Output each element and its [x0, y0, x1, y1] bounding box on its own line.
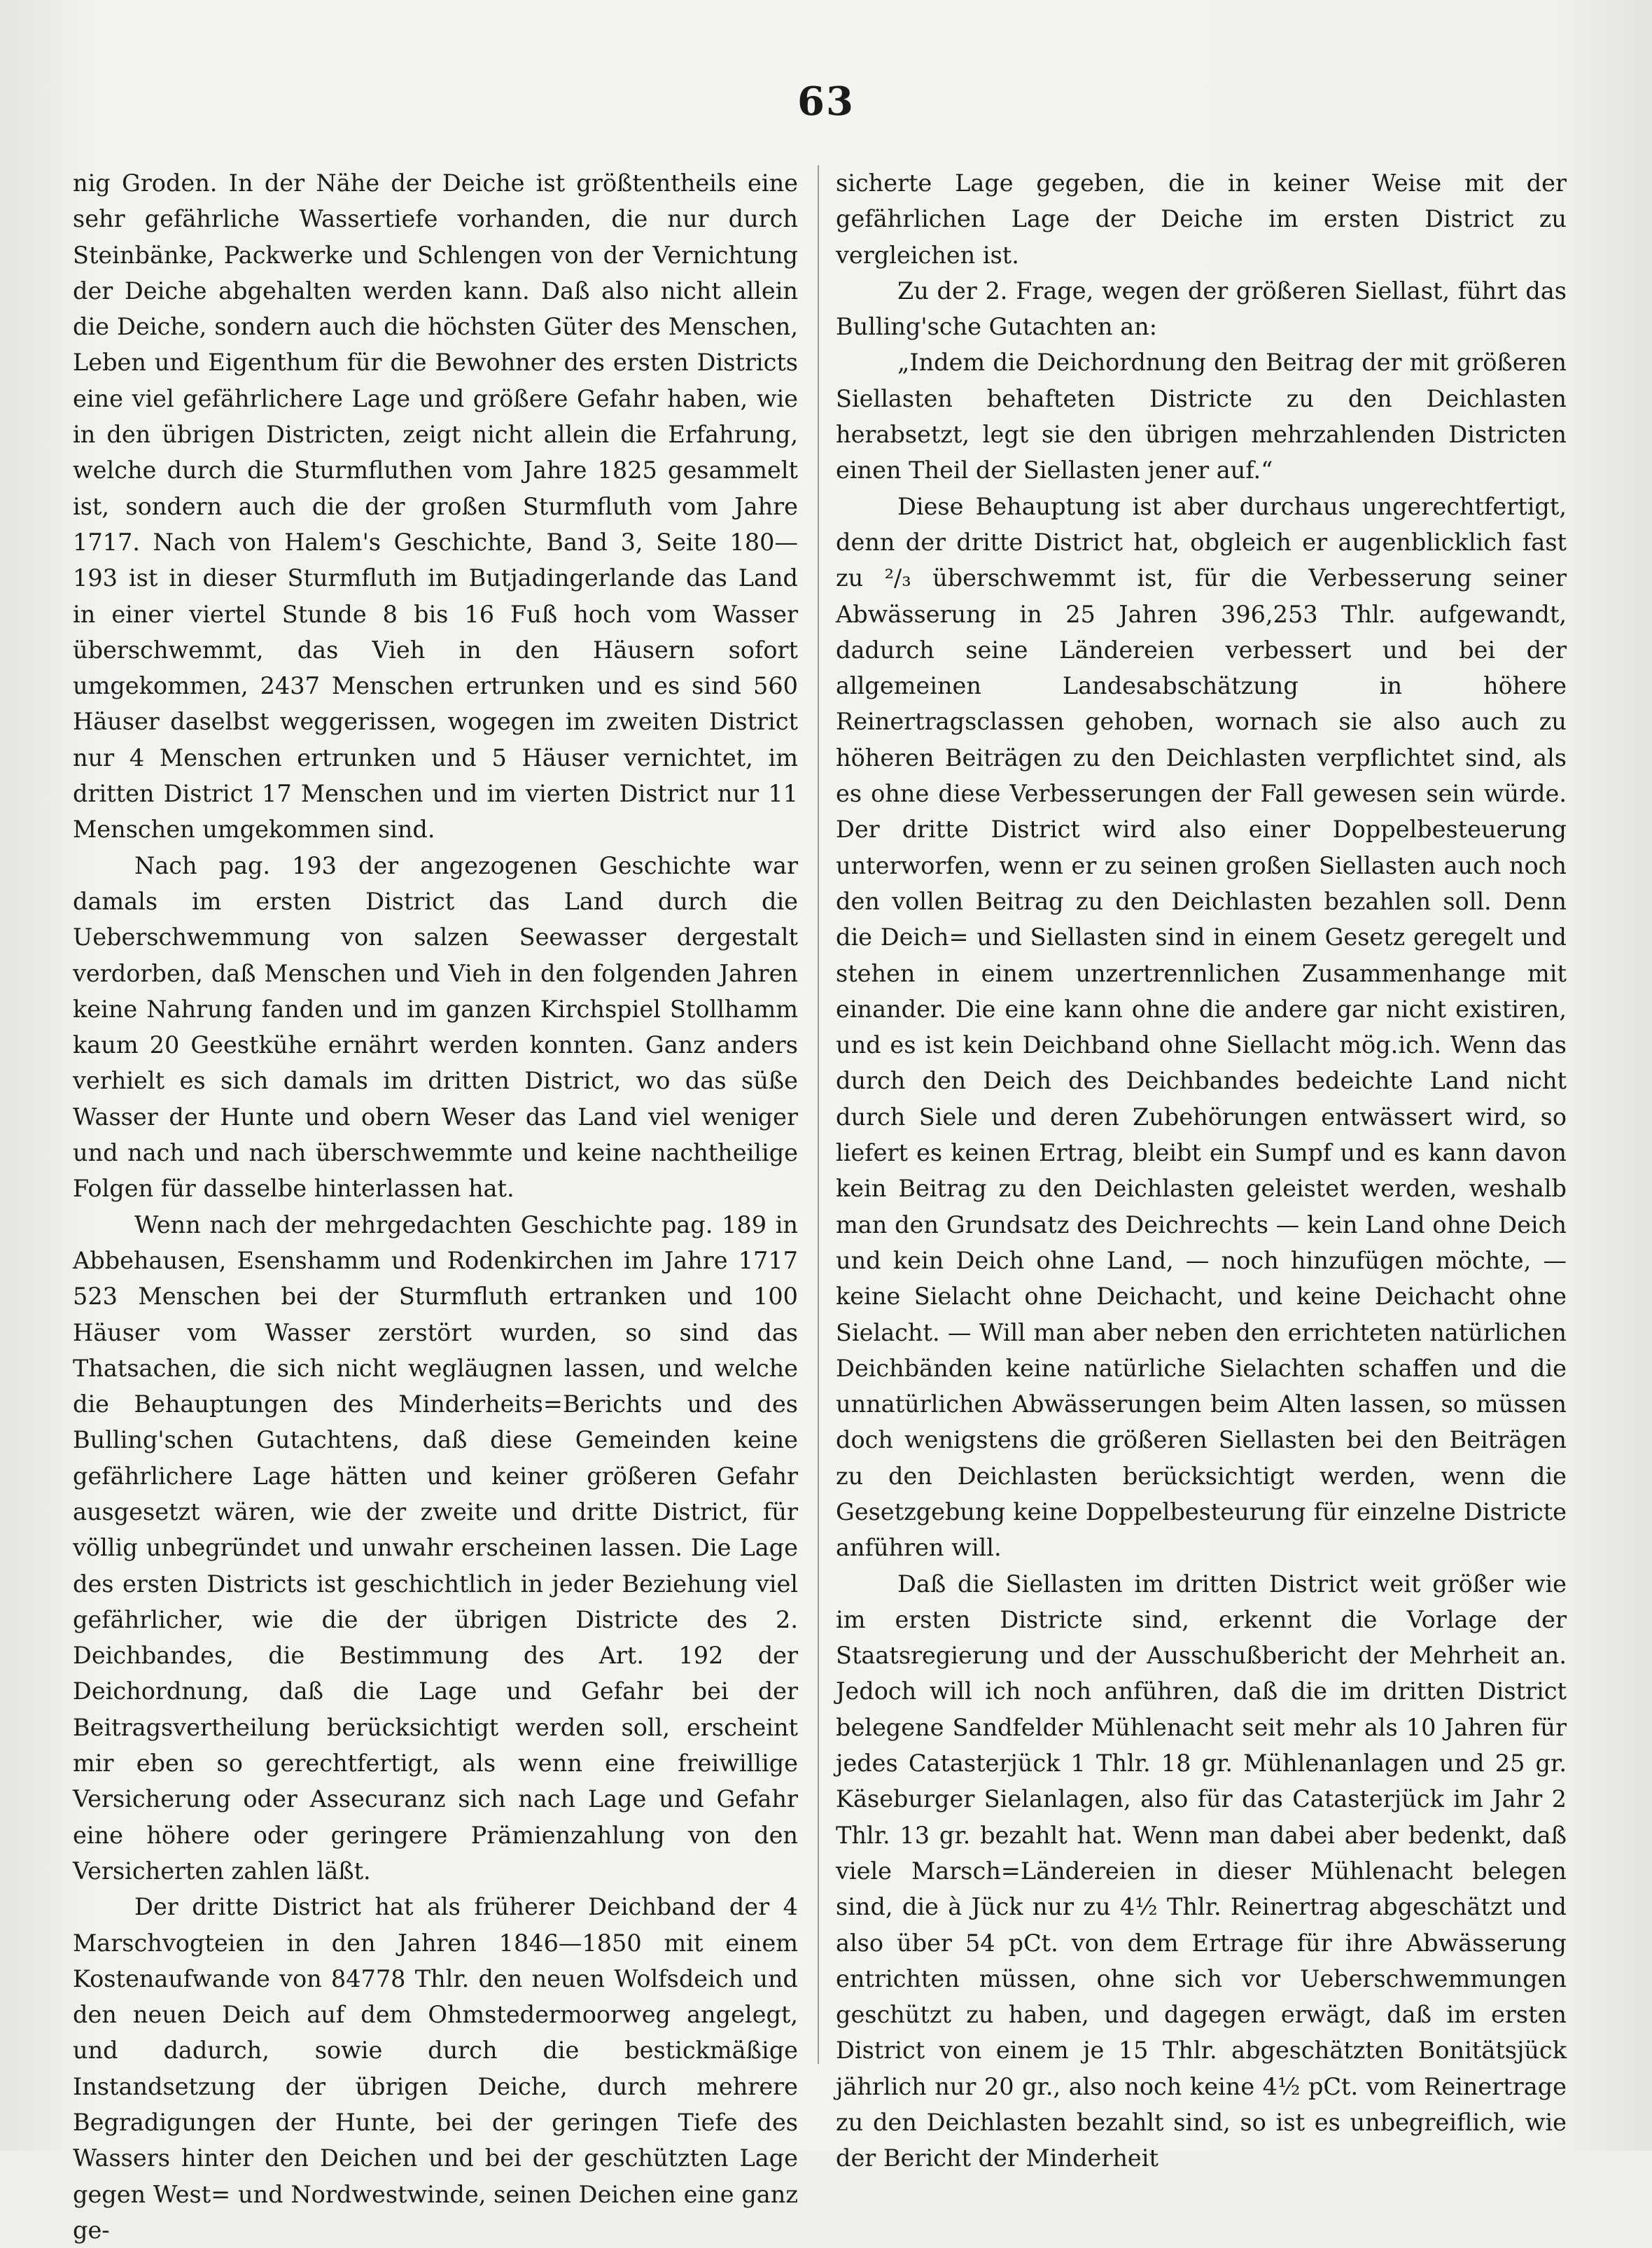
paragraph: nig Groden. In der Nähe der Deiche ist größtentheils eine sehr gefährliche Wassertiefe vorhanden, die nur durch Steinbänke, Packwerke und Schlengen von der Vernichtung der Deiche abgehalten werden kann. Daß also nicht allein die Deiche, sondern auch die höchsten Güter des Menschen, Leben und Eigenthum für die Bewohner des ersten Districts eine viel gefährlichere Lage und größere Gefahr haben, wie in den übrigen Districten, zeigt nicht allein die Erfahrung, welche durch die Sturmfluthen vom Jahre 1825 gesammelt ist, sondern auch die der großen Sturmfluth vom Jahre 1717. Nach von Halem's Geschichte, Band 3, Seite 180—193 ist in dieser Sturmfluth im Butjadingerlande das Land in einer viertel Stunde 8 bis 16 Fuß hoch vom Wasser überschwemmt, das Vieh in den Häusern sofort umgekommen, 2437 Menschen ertrunken und es sind 560 Häuser daselbst weggerissen, wogegen im zweiten District nur 4 Menschen ertrunken und 5 Häuser vernichtet, im dritten District 17 Menschen und im vierten District nur 11 Menschen umgekommen sind. [73, 169, 798, 844]
page-number: 63 [797, 78, 855, 125]
quotation: „Indem die Deichordnung den Beitrag der mit größeren Siellasten behafteten Districte zu den Deichlasten herabsetzt, legt sie den übrigen mehrzahlenden Districten einen Theil der Siellasten jener auf.“ [836, 349, 1567, 484]
paragraph: Diese Behauptung ist aber durchaus ungerechtfertigt, denn der dritte District hat, obgleich er augenblicklich fast zu ²/₃ überschwemmt ist, für die Verbesserung seiner Abwässerung in 25 Jahren 396,253 Thlr. aufgewandt, dadurch seine Ländereien verbessert und bei der allgemeinen Landesabschätzung in höhere Reinertragsclassen gehoben, wornach sie also auch zu höheren Beiträgen zu den Deichlasten verpflichtet sind, als es ohne diese Verbesserungen der Fall gewesen sein würde. Der dritte District wird also einer Doppelbesteuerung unterworfen, wenn er zu seinen großen Siellasten auch noch den vollen Beitrag zu den Deichlasten bezahlen soll. Denn die Deich= und Siellasten sind in einem Gesetz geregelt und stehen in einem unzertrennlichen Zusammenhange mit einander. Die eine kann ohne die andere gar nicht existiren, und es ist kein Deichband ohne Siellacht mög.ich. Wenn das durch den Deich des Deichbandes bedeichte Land nicht durch Siele und deren Zubehörungen entwässert wird, so liefert es keinen Ertrag, bleibt ein Sumpf und es kann davon kein Beitrag zu den Deichlasten geleistet werden, weshalb man den Grundsatz des Deichrechts — kein Land ohne Deich und kein Deich ohne Land, — noch hinzufügen möchte, — keine Sielacht ohne Deichacht, und keine Deichacht ohne Sielacht. — Will man aber neben den errichteten natürlichen Deichbänden keine natürliche Sielachten schaffen und die unnatürlichen Abwässerungen beim Alten lassen, so müssen doch wenigstens die größeren Siellasten bei den Beiträgen zu den Deichlasten berücksichtigt werden, wenn die Gesetzgebung keine Doppelbesteurung für einzelne Districte anführen will. [836, 492, 1567, 1562]
paragraph: Daß die Siellasten im dritten District weit größer wie im ersten Districte sind, erkennt die Vorlage der Staatsregierung und der Ausschußbericht der Mehrheit an. Jedoch will ich noch anführen, daß die im dritten District belegene Sandfelder Mühlenacht seit mehr als 10 Jahren für jedes Catasterjück 1 Thlr. 18 gr. Mühlenanlagen und 25 gr. Käseburger Sielanlagen, also für das Catasterjück im Jahr 2 Thlr. 13 gr. bezahlt hat. Wenn man dabei aber bedenkt, daß viele Marsch=Ländereien in dieser Mühlenacht belegen sind, die à Jück nur zu 4½ Thlr. Reinertrag abgeschätzt und also über 54 pCt. von dem Ertrage für ihre Abwässerung entrichten müssen, ohne sich vor Ueberschwemmungen geschützt zu haben, und dagegen erwägt, daß im ersten District von einem je 15 Thlr. abgeschätzten Bonitätsjück jährlich nur 20 gr., also noch keine 4½ pCt. vom Reinertrage zu den Deichlasten bezahlt sind, so ist es unbegreiflich, wie der Bericht der Minderheit [836, 1570, 1567, 2172]
paragraph: Nach pag. 193 der angezogenen Geschichte war damals im ersten District das Land durch die Ueberschwemmung von salzen Seewasser dergestalt verdorben, daß Menschen und Vieh in den folgenden Jahren keine Nahrung fanden und im ganzen Kirchspiel Stollhamm kaum 20 Geestkühe ernährt werden konnten. Ganz anders verhielt es sich damals im dritten District, wo das süße Wasser der Hunte und obern Weser das Land viel weniger und nach und nach überschwemmte und keine nachtheilige Folgen für dasselbe hinterlassen hat. [73, 851, 798, 1203]
paragraph: sicherte Lage gegeben, die in keiner Weise mit der gefährlichen Lage der Deiche im ersten District zu vergleichen ist. [836, 169, 1567, 269]
right-column [836, 165, 1567, 2177]
paragraph: Zu der 2. Frage, wegen der größeren Siellast, führt das Bulling'sche Gutachten an: [836, 277, 1567, 341]
column-divider [818, 165, 819, 2064]
paragraph: Der dritte District hat als früherer Deichband der 4 Marschvogteien in den Jahren 1846—1850 mit einem Kostenaufwande von 84778 Thlr. den neuen Wolfsdeich und den neuen Deich auf dem Ohmstedermoorweg angelegt, und dadurch, sowie durch die bestickmäßige Instandsetzung der übrigen Deiche, durch mehrere Begradigungen der Hunte, bei der geringen Tiefe des Wassers hinter den Deichen und bei der geschützten Lage gegen West= und Nordwestwinde, seinen Deichen eine ganz ge- [73, 1893, 798, 2244]
left-column [73, 165, 798, 2248]
paragraph: Wenn nach der mehrgedachten Geschichte pag. 189 in Abbehausen, Esenshamm und Rodenkirchen im Jahre 1717 523 Menschen bei der Sturmfluth ertranken und 100 Häuser vom Wasser zerstört wurden, so sind das Thatsachen, die sich nicht wegläugnen lassen, und welche die Behauptungen des Minderheits=Berichts und des Bulling'schen Gutachtens, daß diese Gemeinden keine gefährlichere Lage hätten und keiner größeren Gefahr ausgesetzt wären, wie der zweite und dritte District, für völlig unbegründet und unwahr erscheinen lassen. Die Lage des ersten Districts ist geschichtlich in jeder Beziehung viel gefährlicher, wie die der übrigen Districte des 2. Deichbandes, die Bestimmung des Art. 192 der Deichordnung, daß die Lage und Gefahr bei der Beitragsvertheilung berücksichtigt werden soll, erscheint mir eben so gerechtfertigt, als wenn eine freiwillige Versicherung oder Assecuranz sich nach Lage und Gefahr eine höhere oder geringere Prämienzahlung von den Versicherten zahlen läßt. [73, 1210, 798, 1885]
